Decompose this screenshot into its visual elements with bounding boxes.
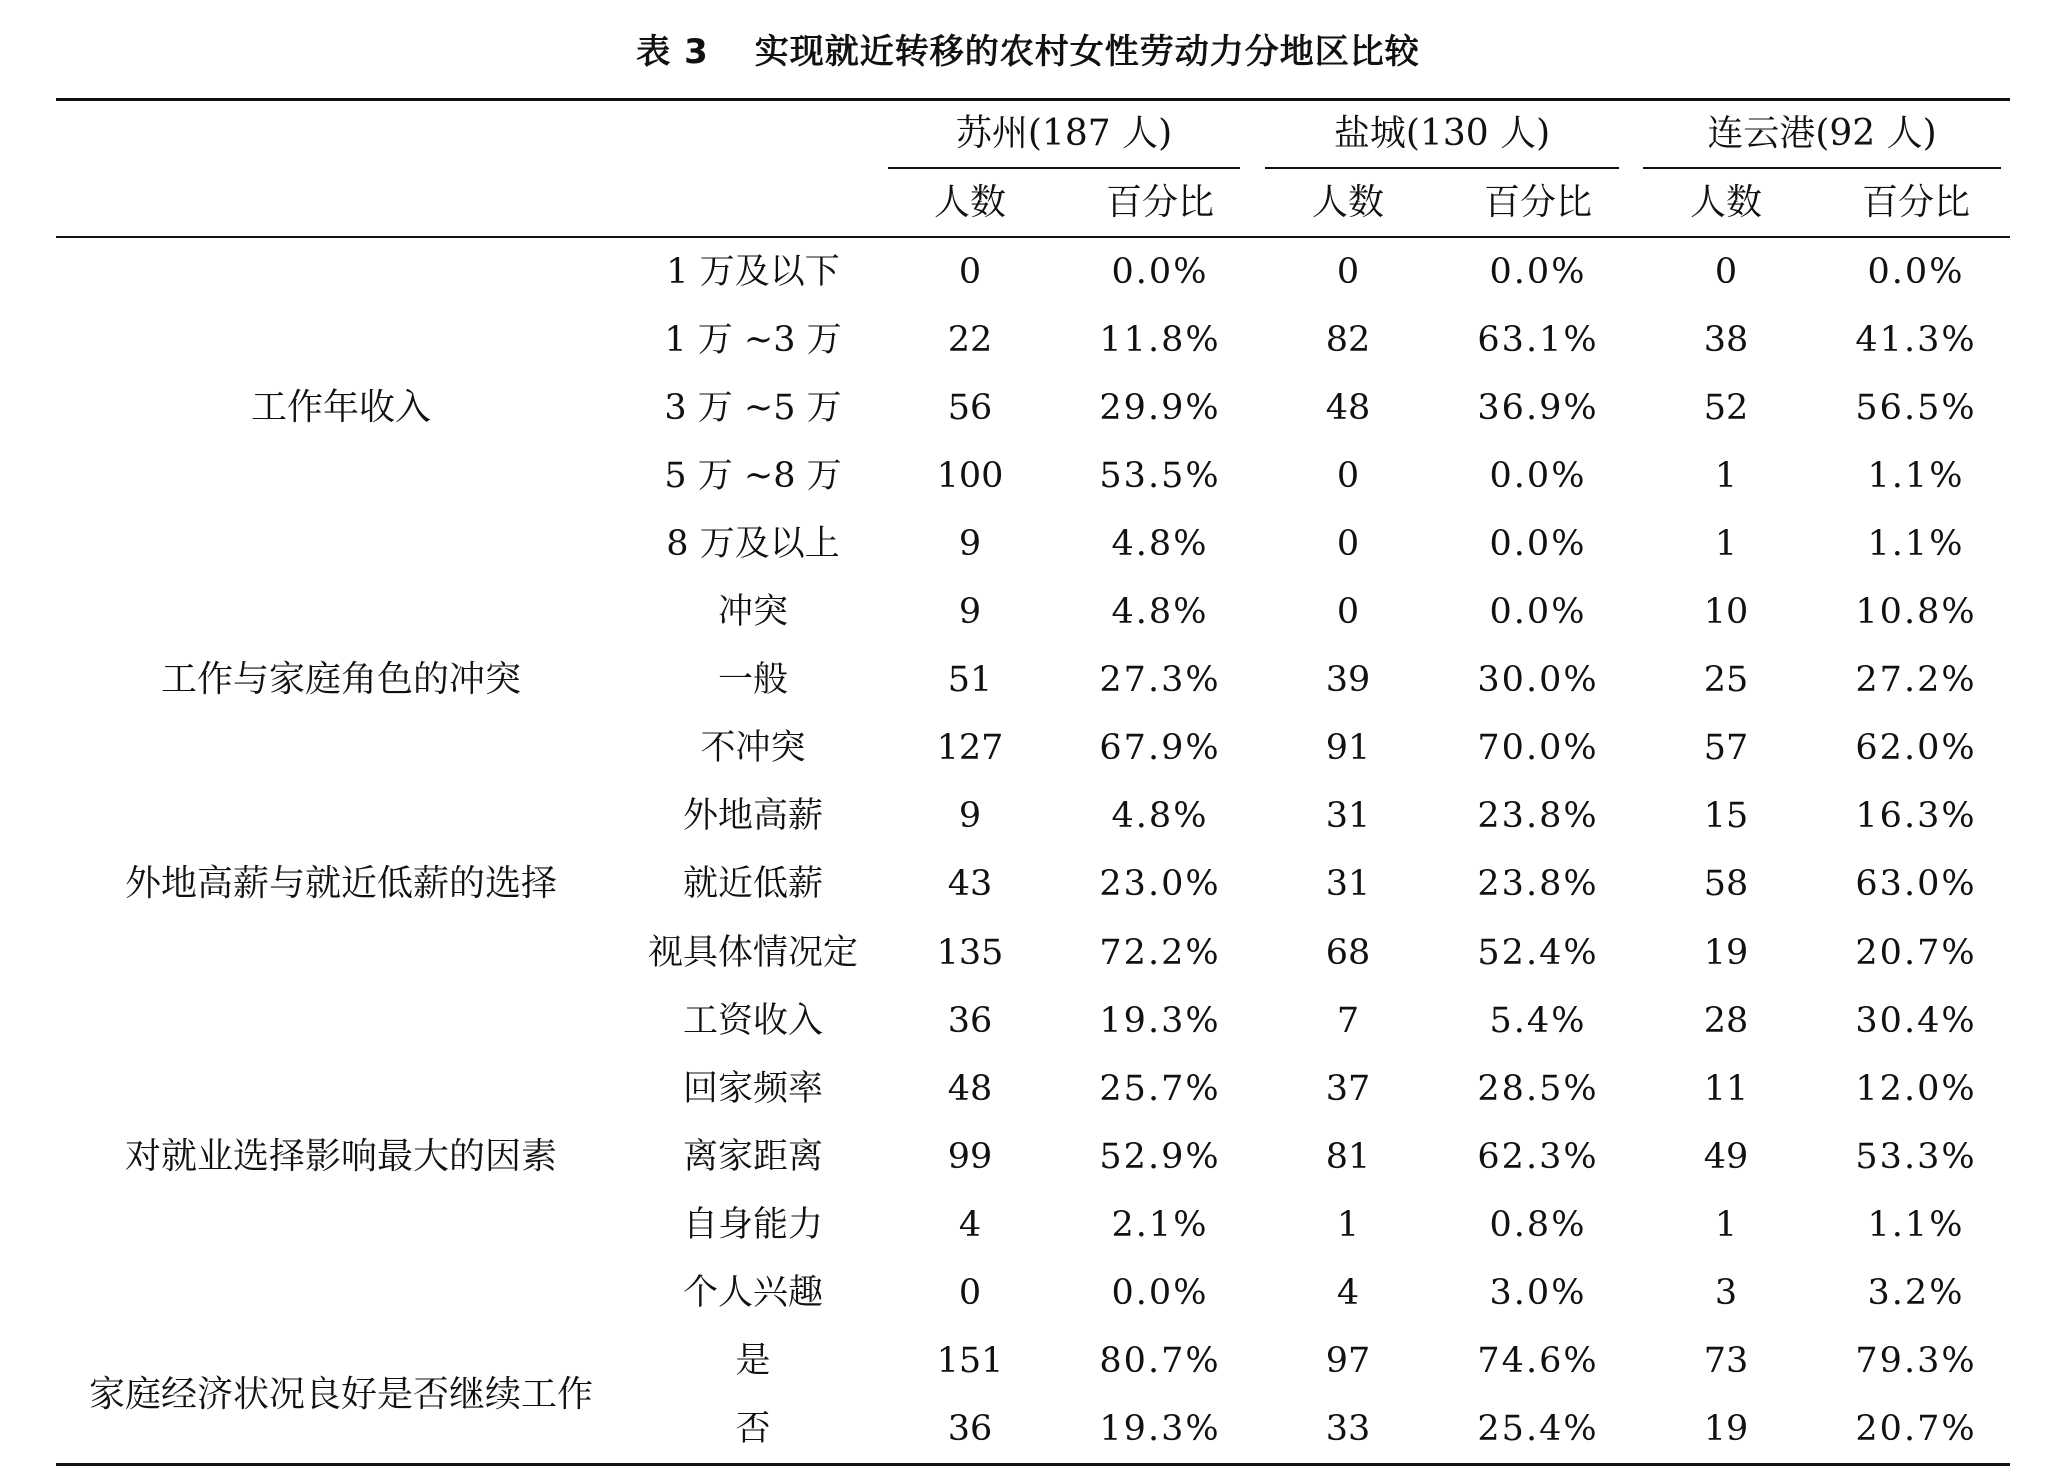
count-cell: 31 — [1325, 796, 1371, 837]
count-cell: 151 — [936, 1340, 1004, 1381]
percent-cell: 0.0% — [1867, 252, 1965, 292]
count-cell: 0 — [1336, 456, 1360, 497]
percent-cell: 16.3% — [1855, 796, 1977, 837]
pct-header-suzhou: 百分比 — [1105, 182, 1214, 223]
percent-cell: 4.8% — [1111, 796, 1209, 837]
row-label: 工资收入 — [682, 1000, 823, 1041]
category-label: 外地高薪与就近低薪的选择 — [124, 863, 557, 905]
row-label: 1 万及以下 — [666, 252, 840, 292]
percent-cell: 11.8% — [1099, 320, 1221, 361]
percent-cell: 23.0% — [1099, 864, 1221, 905]
count-cell: 19 — [1703, 932, 1749, 973]
percent-cell: 70.0% — [1477, 728, 1599, 769]
percent-cell: 23.8% — [1477, 796, 1599, 837]
top-rule — [56, 98, 2010, 101]
count-cell: 49 — [1703, 1136, 1749, 1177]
percent-cell: 41.3% — [1855, 320, 1977, 361]
row-label: 离家距离 — [682, 1136, 823, 1177]
percent-cell: 4.8% — [1111, 524, 1209, 565]
pct-header-yancheng: 百分比 — [1483, 182, 1592, 223]
percent-cell: 30.0% — [1477, 660, 1599, 701]
count-cell: 56 — [947, 388, 993, 429]
percent-cell: 0.0% — [1489, 524, 1587, 565]
count-cell: 0 — [958, 252, 982, 292]
count-cell: 1 — [1714, 1204, 1738, 1245]
percent-cell: 5.4% — [1489, 1000, 1587, 1041]
count-cell: 9 — [958, 796, 982, 837]
percent-cell: 52.4% — [1477, 932, 1599, 973]
percent-cell: 27.2% — [1855, 660, 1977, 701]
count-cell: 68 — [1325, 932, 1371, 973]
count-cell: 48 — [947, 1068, 993, 1109]
percent-cell: 0.0% — [1489, 456, 1587, 497]
count-cell: 31 — [1325, 864, 1371, 905]
percent-cell: 3.2% — [1867, 1272, 1965, 1313]
percent-cell: 28.5% — [1477, 1068, 1599, 1109]
count-cell: 37 — [1325, 1068, 1371, 1109]
bottom-rule — [56, 1463, 2010, 1466]
percent-cell: 53.5% — [1099, 456, 1221, 497]
row-label: 5 万 ~8 万 — [664, 456, 842, 497]
row-label: 就近低薪 — [682, 864, 823, 905]
percent-cell: 1.1% — [1867, 524, 1965, 565]
count-cell: 1 — [1714, 456, 1738, 497]
row-label: 视具体情况定 — [647, 932, 858, 973]
percent-cell: 0.0% — [1111, 252, 1209, 292]
percent-cell: 30.4% — [1855, 1000, 1977, 1041]
percent-cell: 63.0% — [1855, 864, 1977, 905]
count-cell: 38 — [1703, 320, 1749, 361]
count-cell: 4 — [958, 1204, 982, 1245]
group-header-lianyungang: 连云港(92 人) — [1707, 113, 1937, 154]
category-label: 工作年收入 — [250, 387, 431, 428]
category-label: 对就业选择影响最大的因素 — [124, 1135, 557, 1177]
count-cell: 97 — [1325, 1340, 1371, 1381]
percent-cell: 19.3% — [1099, 1000, 1221, 1041]
count-cell: 52 — [1703, 388, 1749, 429]
percent-cell: 62.0% — [1855, 728, 1977, 769]
row-label: 8 万及以上 — [666, 524, 840, 565]
percent-cell: 0.8% — [1489, 1204, 1587, 1245]
group-underline-lianyungang — [1643, 167, 2001, 169]
percent-cell: 56.5% — [1855, 388, 1977, 429]
percent-cell: 1.1% — [1867, 456, 1965, 497]
count-cell: 10 — [1703, 592, 1749, 633]
count-cell: 11 — [1703, 1068, 1749, 1109]
count-cell: 19 — [1703, 1408, 1749, 1449]
row-label: 1 万 ~3 万 — [664, 320, 842, 361]
count-cell: 82 — [1325, 320, 1371, 361]
count-cell: 0 — [1336, 252, 1360, 292]
count-header-suzhou: 人数 — [933, 182, 1006, 223]
count-cell: 100 — [936, 456, 1004, 497]
percent-cell: 12.0% — [1855, 1068, 1977, 1109]
percent-cell: 3.0% — [1489, 1272, 1587, 1313]
count-cell: 25 — [1703, 660, 1749, 701]
count-cell: 1 — [1336, 1204, 1360, 1245]
percent-cell: 27.3% — [1099, 660, 1221, 701]
count-cell: 0 — [1336, 592, 1360, 633]
count-cell: 0 — [1714, 252, 1738, 292]
count-cell: 9 — [958, 592, 982, 633]
percent-cell: 25.4% — [1477, 1408, 1599, 1449]
count-cell: 1 — [1714, 524, 1738, 565]
group-header-yancheng: 盐城(130 人) — [1333, 113, 1551, 154]
row-label: 3 万 ~5 万 — [664, 388, 842, 429]
count-cell: 57 — [1703, 728, 1749, 769]
count-cell: 28 — [1703, 1000, 1749, 1041]
count-cell: 9 — [958, 524, 982, 565]
percent-cell: 52.9% — [1099, 1136, 1221, 1177]
percent-cell: 20.7% — [1855, 1408, 1977, 1449]
percent-cell: 0.0% — [1489, 592, 1587, 633]
row-label: 不冲突 — [700, 728, 806, 769]
percent-cell: 19.3% — [1099, 1408, 1221, 1449]
count-cell: 73 — [1703, 1340, 1749, 1381]
row-label: 一般 — [717, 660, 788, 701]
count-cell: 81 — [1325, 1136, 1371, 1177]
count-cell: 91 — [1325, 728, 1371, 769]
count-cell: 135 — [936, 932, 1004, 973]
group-underline-suzhou — [888, 167, 1240, 169]
percent-cell: 53.3% — [1855, 1136, 1977, 1177]
percent-cell: 10.8% — [1855, 592, 1977, 633]
table-caption — [0, 24, 2056, 80]
percent-cell: 1.1% — [1867, 1204, 1965, 1245]
pct-header-lianyungang: 百分比 — [1861, 182, 1970, 223]
percent-cell: 79.3% — [1855, 1340, 1977, 1381]
count-cell: 33 — [1325, 1408, 1371, 1449]
count-cell: 39 — [1325, 660, 1371, 701]
count-cell: 127 — [936, 728, 1004, 769]
count-cell: 0 — [1336, 524, 1360, 565]
row-label: 回家频率 — [682, 1068, 823, 1109]
count-cell: 4 — [1336, 1272, 1360, 1313]
percent-cell: 29.9% — [1099, 388, 1221, 429]
table-number: 表 3 — [636, 32, 709, 72]
count-header-lianyungang: 人数 — [1689, 182, 1762, 223]
count-cell: 3 — [1714, 1272, 1738, 1313]
table-title: 实现就近转移的农村女性劳动力分地区比较 — [754, 32, 1420, 72]
count-cell: 58 — [1703, 864, 1749, 905]
count-cell: 99 — [947, 1136, 993, 1177]
count-cell: 51 — [947, 660, 993, 701]
percent-cell: 72.2% — [1099, 932, 1221, 973]
row-label: 否 — [735, 1408, 771, 1449]
row-label: 外地高薪 — [682, 796, 823, 837]
percent-cell: 25.7% — [1099, 1068, 1221, 1109]
percent-cell: 2.1% — [1111, 1204, 1209, 1245]
row-label: 是 — [735, 1340, 771, 1381]
percent-cell: 63.1% — [1477, 320, 1599, 361]
percent-cell: 0.0% — [1111, 1272, 1209, 1313]
group-header-suzhou: 苏州(187 人) — [955, 113, 1173, 154]
percent-cell: 23.8% — [1477, 864, 1599, 905]
count-cell: 36 — [947, 1000, 993, 1041]
percent-cell: 67.9% — [1099, 728, 1221, 769]
count-cell: 36 — [947, 1408, 993, 1449]
percent-cell: 74.6% — [1477, 1340, 1599, 1381]
count-cell: 22 — [947, 320, 993, 361]
group-underline-yancheng — [1265, 167, 1619, 169]
row-label: 冲突 — [717, 592, 788, 633]
count-cell: 48 — [1325, 388, 1371, 429]
count-header-yancheng: 人数 — [1311, 182, 1384, 223]
percent-cell: 62.3% — [1477, 1136, 1599, 1177]
category-label: 工作与家庭角色的冲突 — [160, 659, 521, 701]
percent-cell: 20.7% — [1855, 932, 1977, 973]
count-cell: 0 — [958, 1272, 982, 1313]
category-label: 家庭经济状况良好是否继续工作 — [88, 1373, 593, 1415]
row-label: 自身能力 — [682, 1204, 823, 1245]
percent-cell: 36.9% — [1477, 388, 1599, 429]
percent-cell: 80.7% — [1099, 1340, 1221, 1381]
percent-cell: 4.8% — [1111, 592, 1209, 633]
count-cell: 7 — [1336, 1000, 1360, 1041]
percent-cell: 0.0% — [1489, 252, 1587, 292]
count-cell: 43 — [947, 864, 993, 905]
count-cell: 15 — [1703, 796, 1749, 837]
row-label: 个人兴趣 — [682, 1272, 823, 1313]
